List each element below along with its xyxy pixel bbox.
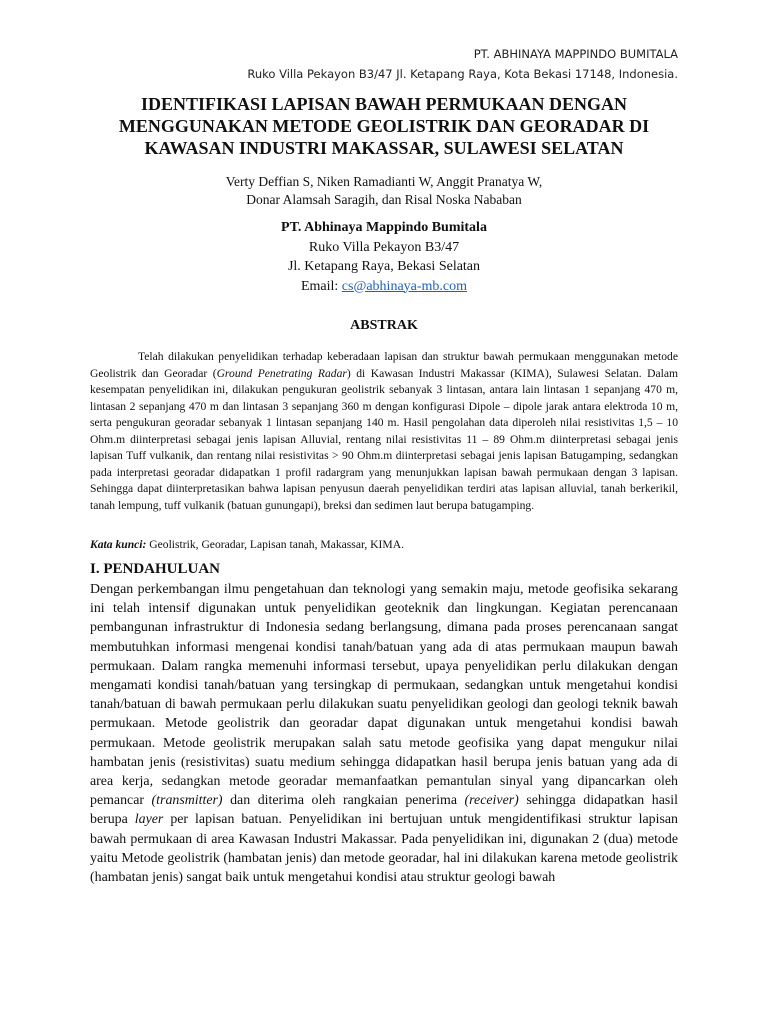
keywords-label: Kata kunci: xyxy=(90,538,147,551)
keywords xyxy=(90,537,678,553)
body-paragraph: Dengan perkembangan ilmu pengetahuan dan teknologi yang semakin maju, metode geofisika sekarang ini telah intensif digunakan untuk penyelidikan geoteknik dan lingkungan. Kegiatan perencanaan pembangunan infrastruktur di Indonesia sedang berlangsung, dimana pada proses perencanaan sangat membutuhkan informasi mengenai kondisi tanah/batuan yang ada di atas permukaan maupun bawah permukaan. Dalam rangka memenuhi informasi tersebut, upaya penyelidikan perlu dilakukan dengan mengamati kondisi tanah/batuan yang tersingkap di permukaan, sedangkan untuk mengetahui kondisi tanah/batuan di bawah permukaan perlu dilakukan suatu penyelidikan geologi dan geologi teknik bawah permukaan. Metode geolistrik dan georadar dapat digunakan untuk mengetahui kondisi bawah permukaan. Metode geolistrik merupakan salah satu metode geofisika yang dapat mengukur nilai hambatan jenis (resistivitas) suatu medium sehingga didapatkan hasil berupa jenis batuan yang ada di area kerja, sedangkan metode georadar memanfaatkan pemantulan sinyal yang dipancarkan oleh pemancar (transmitter) dan diterima oleh rangkaian penerima (receiver) sehingga didapatkan hasil berupa layer per lapisan batuan. Penyelidikan ini bertujuan untuk mengidentifikasi struktur lapisan bawah permukaan di area Kawasan Industri Makassar. Pada penyelidikan ini, digunakan 2 (dua) metode yaitu Metode geolistrik (hambatan jenis) dan metode georadar, hal ini dilakukan karena metode geolistrik (hambatan jenis) sangat baik untuk mengetahui kondisi atau struktur geologi bawah xyxy=(90,582,678,886)
section-body xyxy=(90,580,678,887)
header-company: PT. ABHINAYA MAPPINDO BUMITALA xyxy=(473,47,678,61)
affiliation xyxy=(90,218,678,296)
affiliation-email-line xyxy=(90,277,678,297)
affiliation-address-line: Ruko Villa Pekayon B3/47 xyxy=(308,239,460,255)
affiliation-org: PT. Abhinaya Mappindo Bumitala xyxy=(281,220,487,235)
authors-line: Donar Alamsah Saragih, dan Risal Noska Nababan xyxy=(246,192,522,207)
title-line: IDENTIFIKASI LAPISAN BAWAH PERMUKAAN DENGAN xyxy=(140,94,628,114)
section-heading: I. PENDAHULUAN xyxy=(90,561,221,577)
abstract-body xyxy=(90,349,678,514)
abstract-heading: ABSTRAK xyxy=(350,318,418,333)
authors-line: Verty Deffian S, Niken Ramadianti W, Anggit Pranatya W, xyxy=(225,174,543,189)
affiliation-address-line: Jl. Ketapang Raya, Bekasi Selatan xyxy=(287,259,481,274)
authors xyxy=(90,173,678,209)
abstract-paragraph: Telah dilakukan penyelidikan terhadap keberadaan lapisan dan struktur bawah permukaan menggunakan metode Geolistrik dan Georadar (Ground Penetrating Radar) di Kawasan Industri Makassar (KIMA), Sulawesi Selatan. Dalam kesempatan penyelidikan ini, dilakukan pengukuran geolistrik sebanyak 3 lintasan, antara lain lintasan 1 sepanjang 470 m, lintasan 2 sepanjang 470 m dan lintasan 3 sepanjang 360 m dengan konfigurasi Dipole – dipole jarak antara elektroda 10 m, serta pengukuran georadar sebanyak 1 lintasan sepanjang 140 m. Hasil pengolahan data diperoleh nilai resistivitas 1,5 – 10 Ohm.m diinterpretasi sebagai jenis lapisan Alluvial, rentang nilai resistivitas 11 – 89 Ohm.m diinterpretasi sebagai jenis lapisan Tuff vulkanik, dan rentang nilai resistivitas > 90 Ohm.m diinterpretasi sebagai jenis lapisan Batugamping, sedangkan pada interpretasi georadar didapatkan 1 profil radargram yang menunjukkan lapisan bawah permukaan dengan 3 lapisan. Sehingga dapat diinterpretasikan bahwa lapisan penyusun daerah penyelidikan terdiri atas lapisan alluvial, tanah berkerikil, tanah lempung, tuff vulkanik (batuan gunungapi), breksi dan sedimen laut berupa batugamping. xyxy=(90,350,678,512)
title-line: KAWASAN INDUSTRI MAKASSAR, SULAWESI SELATAN xyxy=(144,138,624,158)
email-label: Email: xyxy=(300,278,342,294)
title-line: MENGGUNAKAN METODE GEOLISTRIK DAN GEORADAR DI xyxy=(118,116,650,136)
keywords-text: Geolistrik, Georadar, Lapisan tanah, Makassar, KIMA. xyxy=(146,538,404,551)
email-link[interactable]: cs@abhinaya-mb.com xyxy=(341,278,468,294)
paper-title xyxy=(90,93,678,159)
header-address: Ruko Villa Pekayon B3/47 Jl. Ketapang Raya, Kota Bekasi 17148, Indonesia. xyxy=(247,67,678,81)
